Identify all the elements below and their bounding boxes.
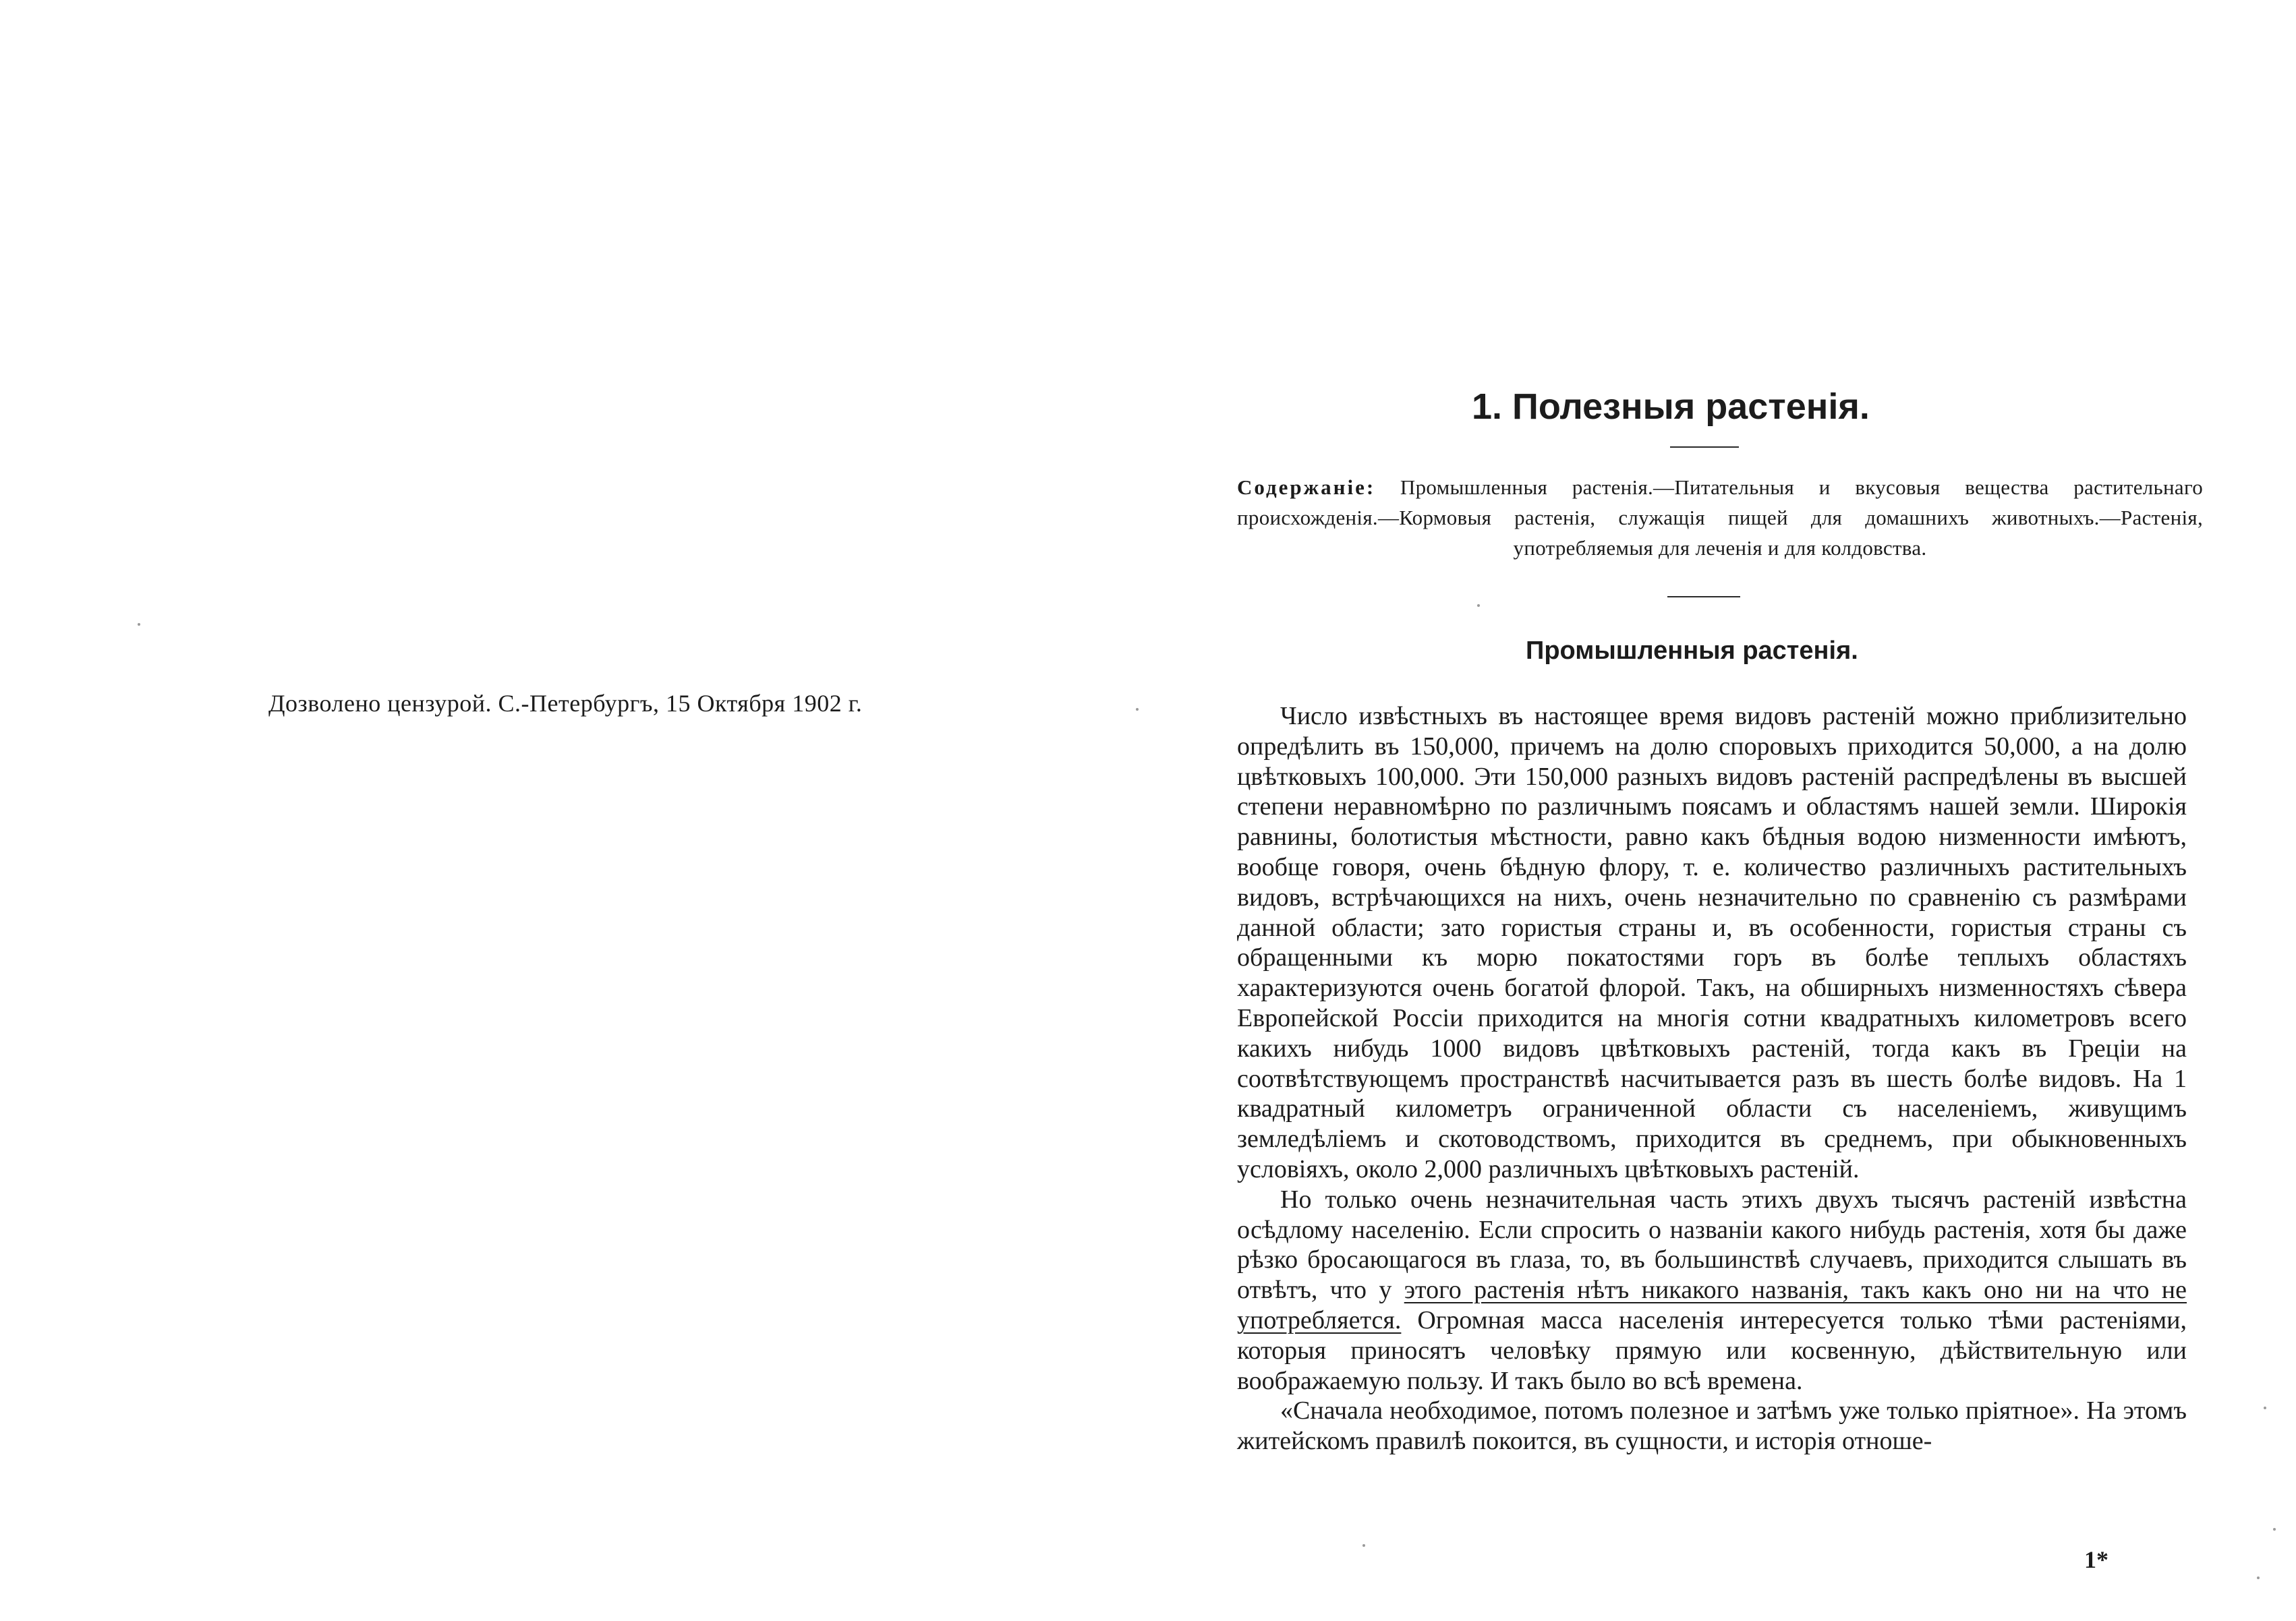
contents-label: Содержаніе: bbox=[1237, 475, 1376, 499]
scan-speck bbox=[2257, 1576, 2260, 1579]
paragraph-2 bbox=[1237, 1185, 2187, 1396]
section-title: Промышленныя растенія. bbox=[1526, 637, 1858, 665]
underlined-phrase: этого растенія нѣтъ никакого названія, такъ какъ оно ни на что не употребляется. bbox=[1237, 1276, 2187, 1334]
contents-divider bbox=[1667, 596, 1740, 597]
scan-speck bbox=[2273, 1528, 2276, 1531]
chapter-title: 1. Полезныя растенія. bbox=[1472, 386, 1870, 427]
contents-text: Промышленныя растенія.—Питательныя и вкусовыя вещества растительнаго происхожденія.—Кормовыя растенія, служащія пищей для домашнихъ животныхъ.—Растенія, употребляемыя для леченія и для колдовства. bbox=[1237, 475, 2203, 560]
paragraph-3: «Сначала необходимое, потомъ полезное и затѣмъ уже только пріятное». На этомъ житейскомъ правилѣ покоится, въ сущности, и исторія отноше- bbox=[1237, 1396, 2187, 1456]
body-text bbox=[1237, 701, 2187, 1456]
page-number: 1* bbox=[2084, 1546, 2108, 1573]
paragraph-2-start: Но только очень незначительная часть этихъ двухъ тысячъ растеній извѣстна осѣдлому населенію. Если спросить о названіи какого нибудь растенія, хотя бы даже рѣзко бросающагося въ глаза, то, въ большинствѣ случаевъ, приходится слышать въ отвѣтъ, что у bbox=[1237, 1185, 2187, 1305]
title-divider bbox=[1670, 446, 1739, 448]
scan-speck bbox=[138, 623, 140, 626]
scan-speck bbox=[1477, 604, 1480, 607]
scan-speck bbox=[2264, 1407, 2266, 1409]
right-page bbox=[1148, 0, 2296, 1621]
paragraph-1: Число извѣстныхъ въ настоящее время видовъ растеній можно приблизительно опредѣлить въ 150,000, причемъ на долю споровыхъ приходится 50,000, а на долю цвѣтковыхъ 100,000. Эти 150,000 разныхъ видовъ растеній распредѣлены въ высшей степени неравномѣрно по различнымъ поясамъ и областямъ нашей земли. Широкія равнины, болотистыя мѣстности, равно какъ бѣдныя водою низменности имѣютъ, вообще говоря, очень бѣдную флору, т. е. количество различныхъ растительныхъ видовъ, встрѣчающихся на нихъ, очень незначительно по сравненію съ размѣрами данной области; зато гористыя страны и, въ особенности, гористыя страны съ обращенными къ морю покатостями горъ въ болѣе теплыхъ областяхъ характеризуются очень богатой флорой. Такъ, на обширныхъ низменностяхъ сѣвера Европейской Россіи приходится на многія сотни квадратныхъ километровъ всего какихъ нибудь 1000 видовъ цвѣтковыхъ растеній, тогда какъ въ Греціи на соотвѣтствующемъ пространствѣ насчитывается разъ въ шесть болѣе видовъ. На 1 квадратный километръ ограниченной области съ населеніемъ, живущимъ земледѣліемъ и скотоводствомъ, приходится въ среднемъ, при обыкновенныхъ условіяхъ, около 2,000 различныхъ цвѣтковыхъ растеній. bbox=[1237, 702, 2187, 1183]
scan-speck bbox=[1362, 1544, 1365, 1547]
scan-speck bbox=[1136, 708, 1139, 711]
paragraph-2-end: Огромная масса населенія интересуется только тѣми растеніями, которыя приносятъ человѣку прямую или косвенную, дѣйствительную или воображаемую пользу. И такъ было во всѣ времена. bbox=[1237, 1305, 2187, 1395]
censorship-note: Дозволено цензурой. С.-Петербургъ, 15 Октября 1902 г. bbox=[268, 690, 863, 717]
chapter-contents bbox=[1237, 472, 2203, 563]
